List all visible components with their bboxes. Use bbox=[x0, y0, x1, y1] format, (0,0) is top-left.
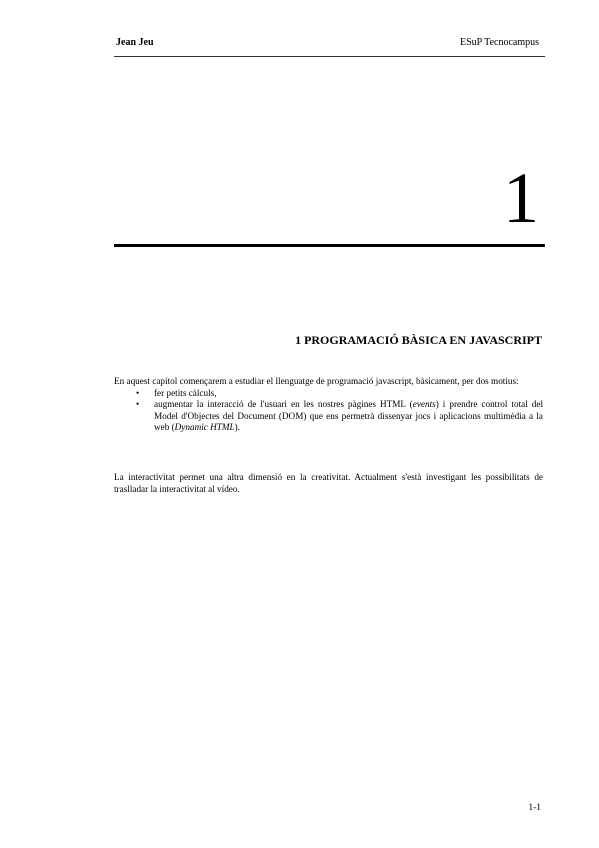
interactivity-paragraph: La interactivitat permet una altra dimensió en la creativitat. Actualment s'està investigant les possibilitats de traslladar la interactivitat al vídeo. bbox=[114, 472, 543, 494]
page-number: 1-1 bbox=[528, 803, 541, 813]
chapter-divider bbox=[114, 244, 545, 247]
header-divider bbox=[114, 56, 545, 57]
header-organization: ESuP Tecnocampus bbox=[459, 37, 539, 48]
chapter-number: 1 bbox=[503, 158, 539, 238]
reasons-list bbox=[114, 388, 543, 434]
list-item bbox=[114, 399, 543, 434]
list-item-text-end: ). bbox=[234, 422, 241, 432]
page-header bbox=[114, 36, 545, 52]
section-title: 1 PROGRAMACIÓ BÀSICA EN JAVASCRIPT bbox=[295, 333, 542, 347]
intro-paragraph bbox=[114, 376, 543, 434]
header-author: Jean Jeu bbox=[116, 37, 154, 48]
list-item-text: fer petits càlculs, bbox=[154, 387, 217, 398]
list-item-text-middle: ) i prendre control total del Model d'Objectes del Document (DOM) que ens permetrà dissenyar jocs i aplicacions multimèdia a la web ( bbox=[154, 399, 544, 432]
events-term: events bbox=[412, 399, 436, 409]
list-item-text: augmentar la interacció de l'usuari en les nostres pàgines HTML ( bbox=[154, 399, 413, 409]
intro-text: En aquest capítol començarem a estudiar el llenguatge de programació javascript, bàsicament, per dos motius: bbox=[114, 376, 519, 386]
dhtml-term: Dynamic HTML bbox=[174, 422, 235, 432]
bullet-marker: • bbox=[136, 399, 140, 409]
list-item bbox=[114, 388, 543, 400]
bullet-marker: • bbox=[136, 387, 140, 398]
